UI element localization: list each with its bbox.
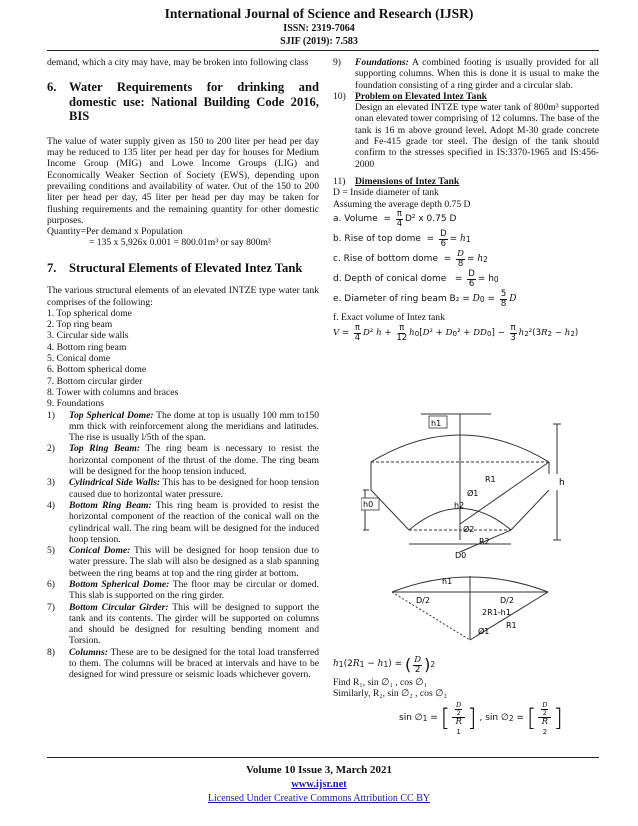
label-h0: h0 [363,500,374,509]
quantity-calc: = 135 x 5,926x 0.001 = 800.01m³ or say 800m³ [89,237,271,249]
label-R2: R2 [479,537,490,546]
equation-e: e. Diameter of ring beam B₂ = D 0 = $\frac{5}{8}$ D [333,289,517,310]
find-r1: Find R₁, sin ∅₁ , cos ∅₁ [333,677,427,688]
equation-d: d. Depth of conical dome = $\frac{D}{6}$ = h 0 [333,269,499,290]
section-6-body: The value of water supply given as 150 to 200 liter per head per day may be reduced to 135 liter per head per day for houses for Medium Income Group (MIG) and Lowe Income Groups (LIG) and Economically Weaker Section of Society (EWS), depending upon prevailing conditions and availability of water. Out of the 150 to 200 liter per head per day, 45 liter per head per day may be taken for flushing requirements and the remaining quantity for other domestic purposes. [47,135,319,226]
list-item: 9. Foundations [47,398,105,410]
element-list [47,308,319,410]
label-half-right: D/2 [500,596,514,605]
footer-license-link[interactable]: Licensed Under Creative Commons Attribution CC BY [207,793,431,804]
right-column [333,57,599,343]
label-h2: h2 [454,501,465,510]
sjif: SJIF (2019): 7.583 [280,36,358,47]
item-11-heading: 11) Dimensions of Intez Tank [333,175,460,187]
issn: ISSN: 2319-7064 [283,23,355,34]
detail-item: 4) Bottom Ring Beam: This ring beam is provided to resist the horizontal component of the reaction of the conical wall on the cylindrical wall. The ring beam will be designed for the induced hoop tension. [47,499,319,545]
list-item: 5. Conical dome [47,353,111,365]
label-h1: h1 [442,577,453,586]
label-half-left: D/2 [416,596,430,605]
intro-text: demand, which a city may have, may be broken into following class [47,57,309,68]
find-r2: Similarly, R₂, sin ∅₂ , cos ∅₂ [333,688,447,700]
item-10-body: Design an elevated INTZE type water tank of 800m³ supported onan elevated tower comprising of 12 columns. The base of the tank is 16 m above ground level. Adopt M-30 grade concrete and Fe-415 grade tor steel. The design of the tank should confirm to the stresses specified in IS:3370-1965 and IS:456-2000 [355,102,599,170]
equation-h1: h 1 (2 R 1 − h 1 ) = ( $\frac{D}{2}$ ) 2 [333,654,436,675]
list-item: 6. Bottom spherical dome [47,364,147,376]
section-7-intro: The various structural elements of an elevated INTZE type water tank comprises of the following: [47,285,319,308]
left-column [47,57,319,681]
label-2R1-h1: 2R1-h1 [482,608,511,617]
equation-b: b. Rise of top dome = $\frac{D}{6}$ = h 1 [333,229,471,250]
equation-c: c. Rise of bottom dome = $\frac{D}{8}$ = h 2 [333,249,488,270]
label-phi1: Ø1 [467,489,479,498]
label-phi1: Ø1 [478,627,490,636]
label-R1: R1 [506,621,517,630]
list-item: 2. Top ring beam [47,319,113,331]
detail-item: 7) Bottom Circular Girder: This will be designed to support the tank and its contents. The girder will be supported on columns and should be designed for resulting bending moment and Torsion. [47,601,319,647]
dome-equations [333,653,599,738]
journal-title: International Journal of Science and Research (IJSR) [164,6,474,21]
list-item: 8. Tower with columns and braces [47,386,179,398]
label-R1: R1 [485,475,496,484]
header-rule [47,50,599,51]
d-definition: D = Inside diameter of tank [333,187,439,199]
label-h1: h1 [431,419,442,428]
detail-item: 8) Columns: These are to be designed for the total load transferred to them. The columns will be braced at intervals and have to be designed for wind pressure or seismic loads whichever govern. [47,646,319,681]
footer-volume: Volume 10 Issue 3, March 2021 [245,764,393,776]
footer-rule [47,757,599,758]
element-details [47,410,319,681]
equation-sin-phi: sin ∅ 1 = [ $\frac{D}{2}$ R 1 ] , sin ∅ 2 = [ $\frac{D}{2}$ R 2 ] [399,701,563,737]
equation-f: V = $\frac{\pi}{4}$ D ² h + $\frac{\pi}{12}$ h 0 [ D ² + D 0 ² + DD 0 ] − $\frac{\pi}{3}$ h 2 ²(3 R 2 − h 2 ) [333,322,579,343]
list-item: 1. Top spherical dome [47,307,132,319]
item-9: 9) Foundations: A combined footing is usually provided for all supporting columns. When this is done it is usual to make the foundation consisting of a ring girder and a circular slab. [333,57,599,91]
label-h: h [559,478,565,488]
footer-site-link[interactable]: www.ijsr.net [291,779,347,790]
list-item: 7. Bottom circular girder [47,375,143,387]
detail-item: 1) Top Spherical Dome: The dome at top is usually 100 mm to150 mm thick with reinforcement along the meridians and latitudes. The rise is usually l/5th of the span. [47,409,319,444]
right-cone [511,490,549,530]
detail-item: 3) Cylindrical Side Walls: This has to be designed for hoop tension caused due to horizontal water pressure. [47,477,319,500]
detail-item: 2) Top Ring Beam: The ring beam is necessary to resist the horizontal component of the thrust of the dome. The ring beam will be designed for the hoop tension induced. [47,443,319,478]
assumption: Assuming the average depth 0.75 D [333,198,471,210]
section-6-heading: 6. Water Requirements for drinking and domestic use: National Building Code 2016, BIS [47,80,319,124]
dome-geometry-figure [382,570,562,646]
intez-tank-section-figure [361,412,571,567]
label-phi2: Ø2 [463,525,475,534]
quantity-line: Quantity=Per demand x Population [47,226,183,238]
label-D0: D0 [455,551,467,560]
list-item: 4. Bottom ring beam [47,341,127,353]
equation-a: a. Volume = $\frac{\pi}{4}$ D² x 0.75 D [333,209,457,230]
detail-item: 6) Bottom Spherical Dome: The floor may be circular or domed. This slab is supported on the ring girder. [47,578,319,602]
detail-item: 5) Conical Dome: This will be designed for hoop tension due to water pressure. The slab will also be designed as a slab spanning between the ring beams at top and the ring girder at bottom. [47,545,319,579]
section-7-heading: 7. Structural Elements of Elevated Intez Tank [47,260,303,275]
equation-f-label: f. Exact volume of Intez tank [333,311,445,323]
list-item: 3. Circular side walls [47,330,129,342]
item-10-heading: 10) Problem on Elevated Intez Tank [333,90,488,102]
